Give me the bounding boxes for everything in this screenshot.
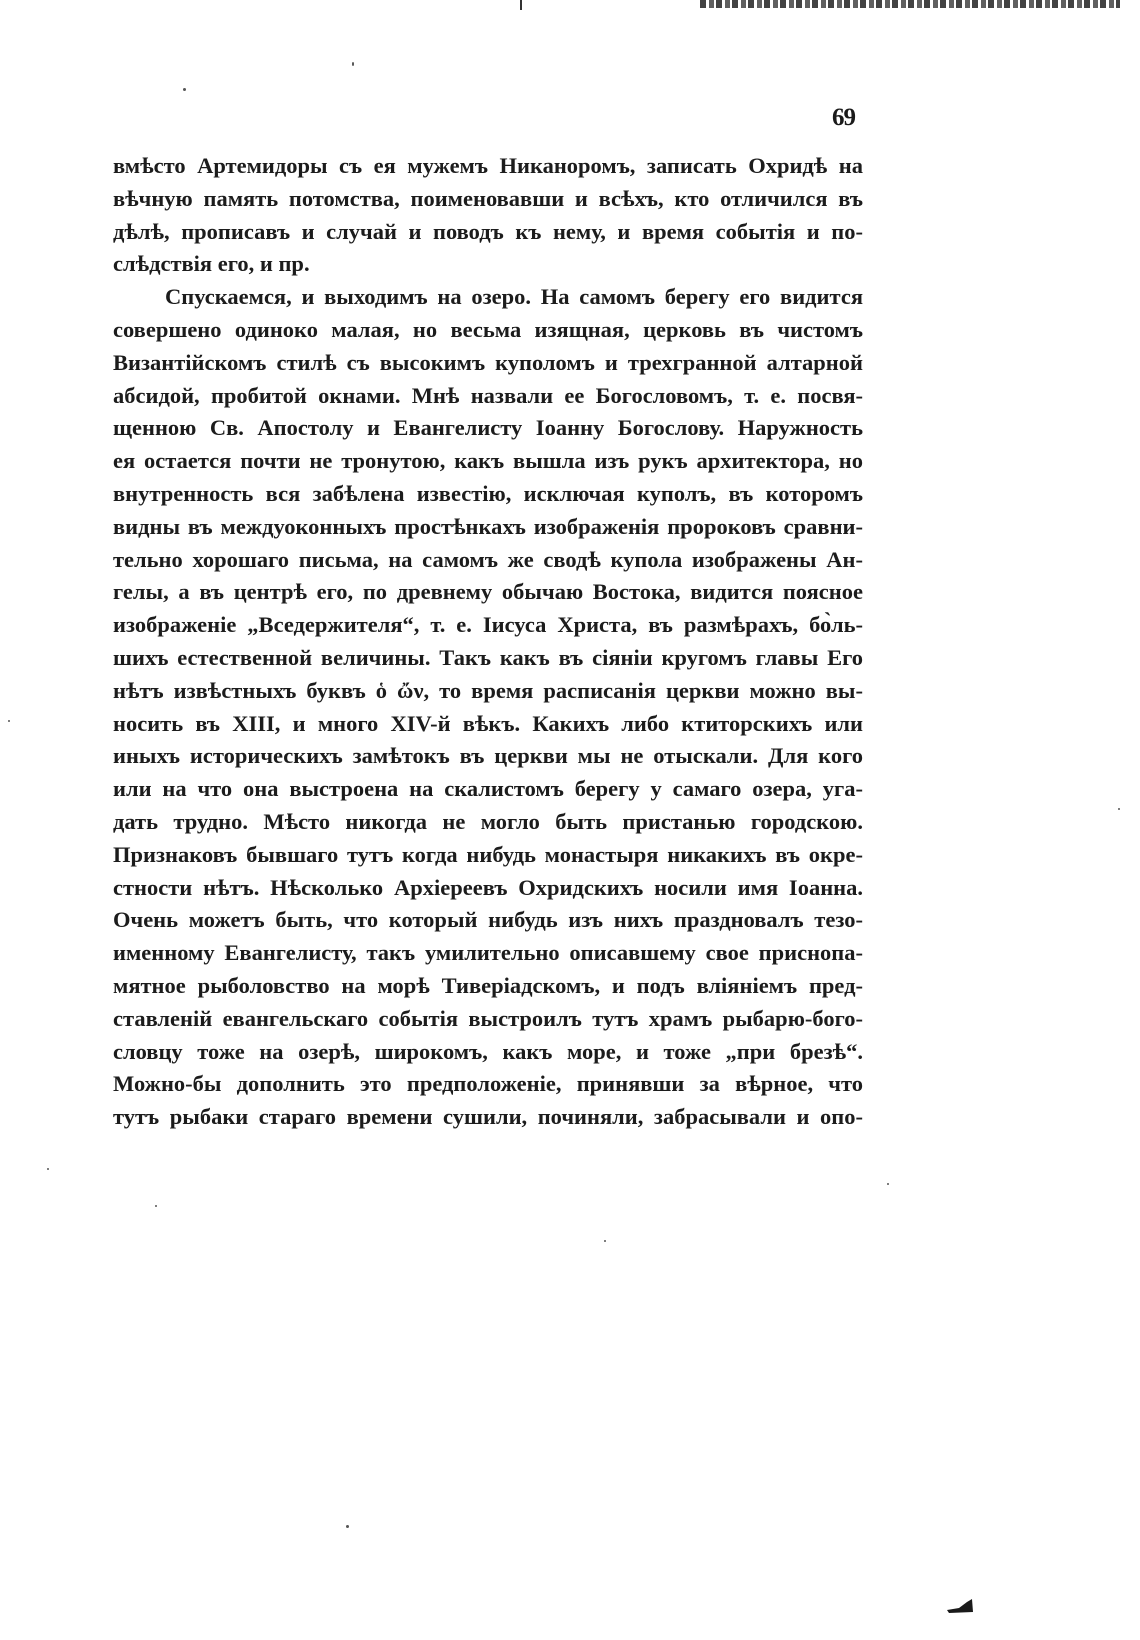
corner-ink-mark [945, 1598, 975, 1614]
text-line: Спускаемся, и выходимъ на озеро. На самомъ берегу его видится [165, 284, 863, 310]
text-line: ставленій евангельскаго событія выстроилъ тутъ храмъ рыбарю-бого- [113, 1005, 863, 1031]
text-line: дать трудно. Мѣсто никогда не могло быть пристанью городскою. [113, 808, 863, 834]
text-line: стности нѣтъ. Нѣсколько Архіереевъ Охридскихъ носили имя Іоанна. [113, 874, 863, 900]
text-line: ея остается почти не тронутою, какъ вышла изъ рукъ архитектора, но [113, 448, 863, 474]
text-line: носить въ XIII, и много XIV-й вѣкъ. Какихъ либо ктиторскихъ или [113, 710, 863, 736]
text-line: тутъ рыбаки стараго времени сушили, починяли, забрасывали и опо- [113, 1104, 863, 1130]
text-line: Признаковъ бывшаго тутъ когда нибудь монастыря никакихъ въ окре- [113, 841, 863, 867]
text-line: нѣтъ извѣстныхъ буквъ ὁ ὤν, то время расписанія церкви можно вы- [113, 677, 863, 703]
text-line: гелы, а въ центрѣ его, по древнему обычаю Востока, видится поясное [113, 579, 863, 605]
text-line: вѣчную память потомства, поименовавши и всѣхъ, кто отличился въ [113, 185, 863, 211]
scan-speck [8, 720, 10, 722]
text-line: абсидой, пробитой окнами. Мнѣ назвали ее Богословомъ, т. е. посвя- [113, 382, 863, 408]
text-line: вмѣсто Артемидоры съ ея мужемъ Никаноромъ, записать Охридѣ на [113, 153, 863, 178]
scan-speck [604, 1240, 606, 1242]
scan-edge-mark [520, 0, 522, 10]
text-line: словцу тоже на озерѣ, широкомъ, какъ море, и тоже „при брезѣ“. [113, 1038, 863, 1064]
text-line: дѣлѣ, прописавъ и случай и поводъ къ нему, и время событія и по- [113, 218, 863, 244]
text-line: шихъ естественной величины. Такъ какъ въ сіяніи кругомъ главы Его [113, 644, 863, 670]
scan-speck [352, 62, 354, 66]
text-line: Византійскомъ стилѣ съ высокимъ куполомъ и трехгранной алтарной [113, 349, 863, 375]
scan-speck [887, 1183, 889, 1185]
text-line: иныхъ историческихъ замѣтокъ въ церкви мы не отыскали. Для кого [113, 743, 863, 769]
scan-speck [155, 1205, 157, 1207]
scan-edge-strip [700, 0, 1120, 8]
text-line: изображеніе „Вседержителя“, т. е. Іисуса Христа, въ размѣрахъ, бо̀ль- [113, 612, 863, 638]
scan-speck [47, 1168, 49, 1170]
text-line: совершено одиноко малая, но весьма изящная, церковь въ чистомъ [113, 316, 863, 342]
page-number: 69 [832, 104, 855, 131]
text-line: именному Евангелисту, такъ умилительно описавшему свое приснопа- [113, 940, 863, 966]
body-text [113, 150, 863, 1134]
text-line: внутренность вся забѣлена известію, исключая куполъ, въ которомъ [113, 480, 863, 506]
scan-speck [183, 88, 186, 91]
text-line: слѣдствія его, и пр. [113, 251, 310, 277]
text-line: Можно-бы дополнить это предположеніе, принявши за вѣрное, что [113, 1071, 863, 1097]
scan-speck [1118, 808, 1120, 810]
text-line: тельно хорошаго письма, на самомъ же сводѣ купола изображены Ан- [113, 546, 863, 572]
scan-speck [346, 1525, 349, 1528]
text-line: или на что она выстроена на скалистомъ берегу у самаго озера, уга- [113, 776, 863, 802]
text-line: щенною Св. Апостолу и Евангелисту Іоанну Богослову. Наружность [113, 415, 863, 441]
text-line: Очень можетъ быть, что который нибудь изъ нихъ праздновалъ тезо- [113, 907, 863, 933]
text-line: мятное рыболовство на морѣ Тиверіадскомъ, и подъ вліяніемъ пред- [113, 972, 863, 998]
text-line: видны въ междуоконныхъ простѣнкахъ изображенія пророковъ сравни- [113, 513, 863, 539]
